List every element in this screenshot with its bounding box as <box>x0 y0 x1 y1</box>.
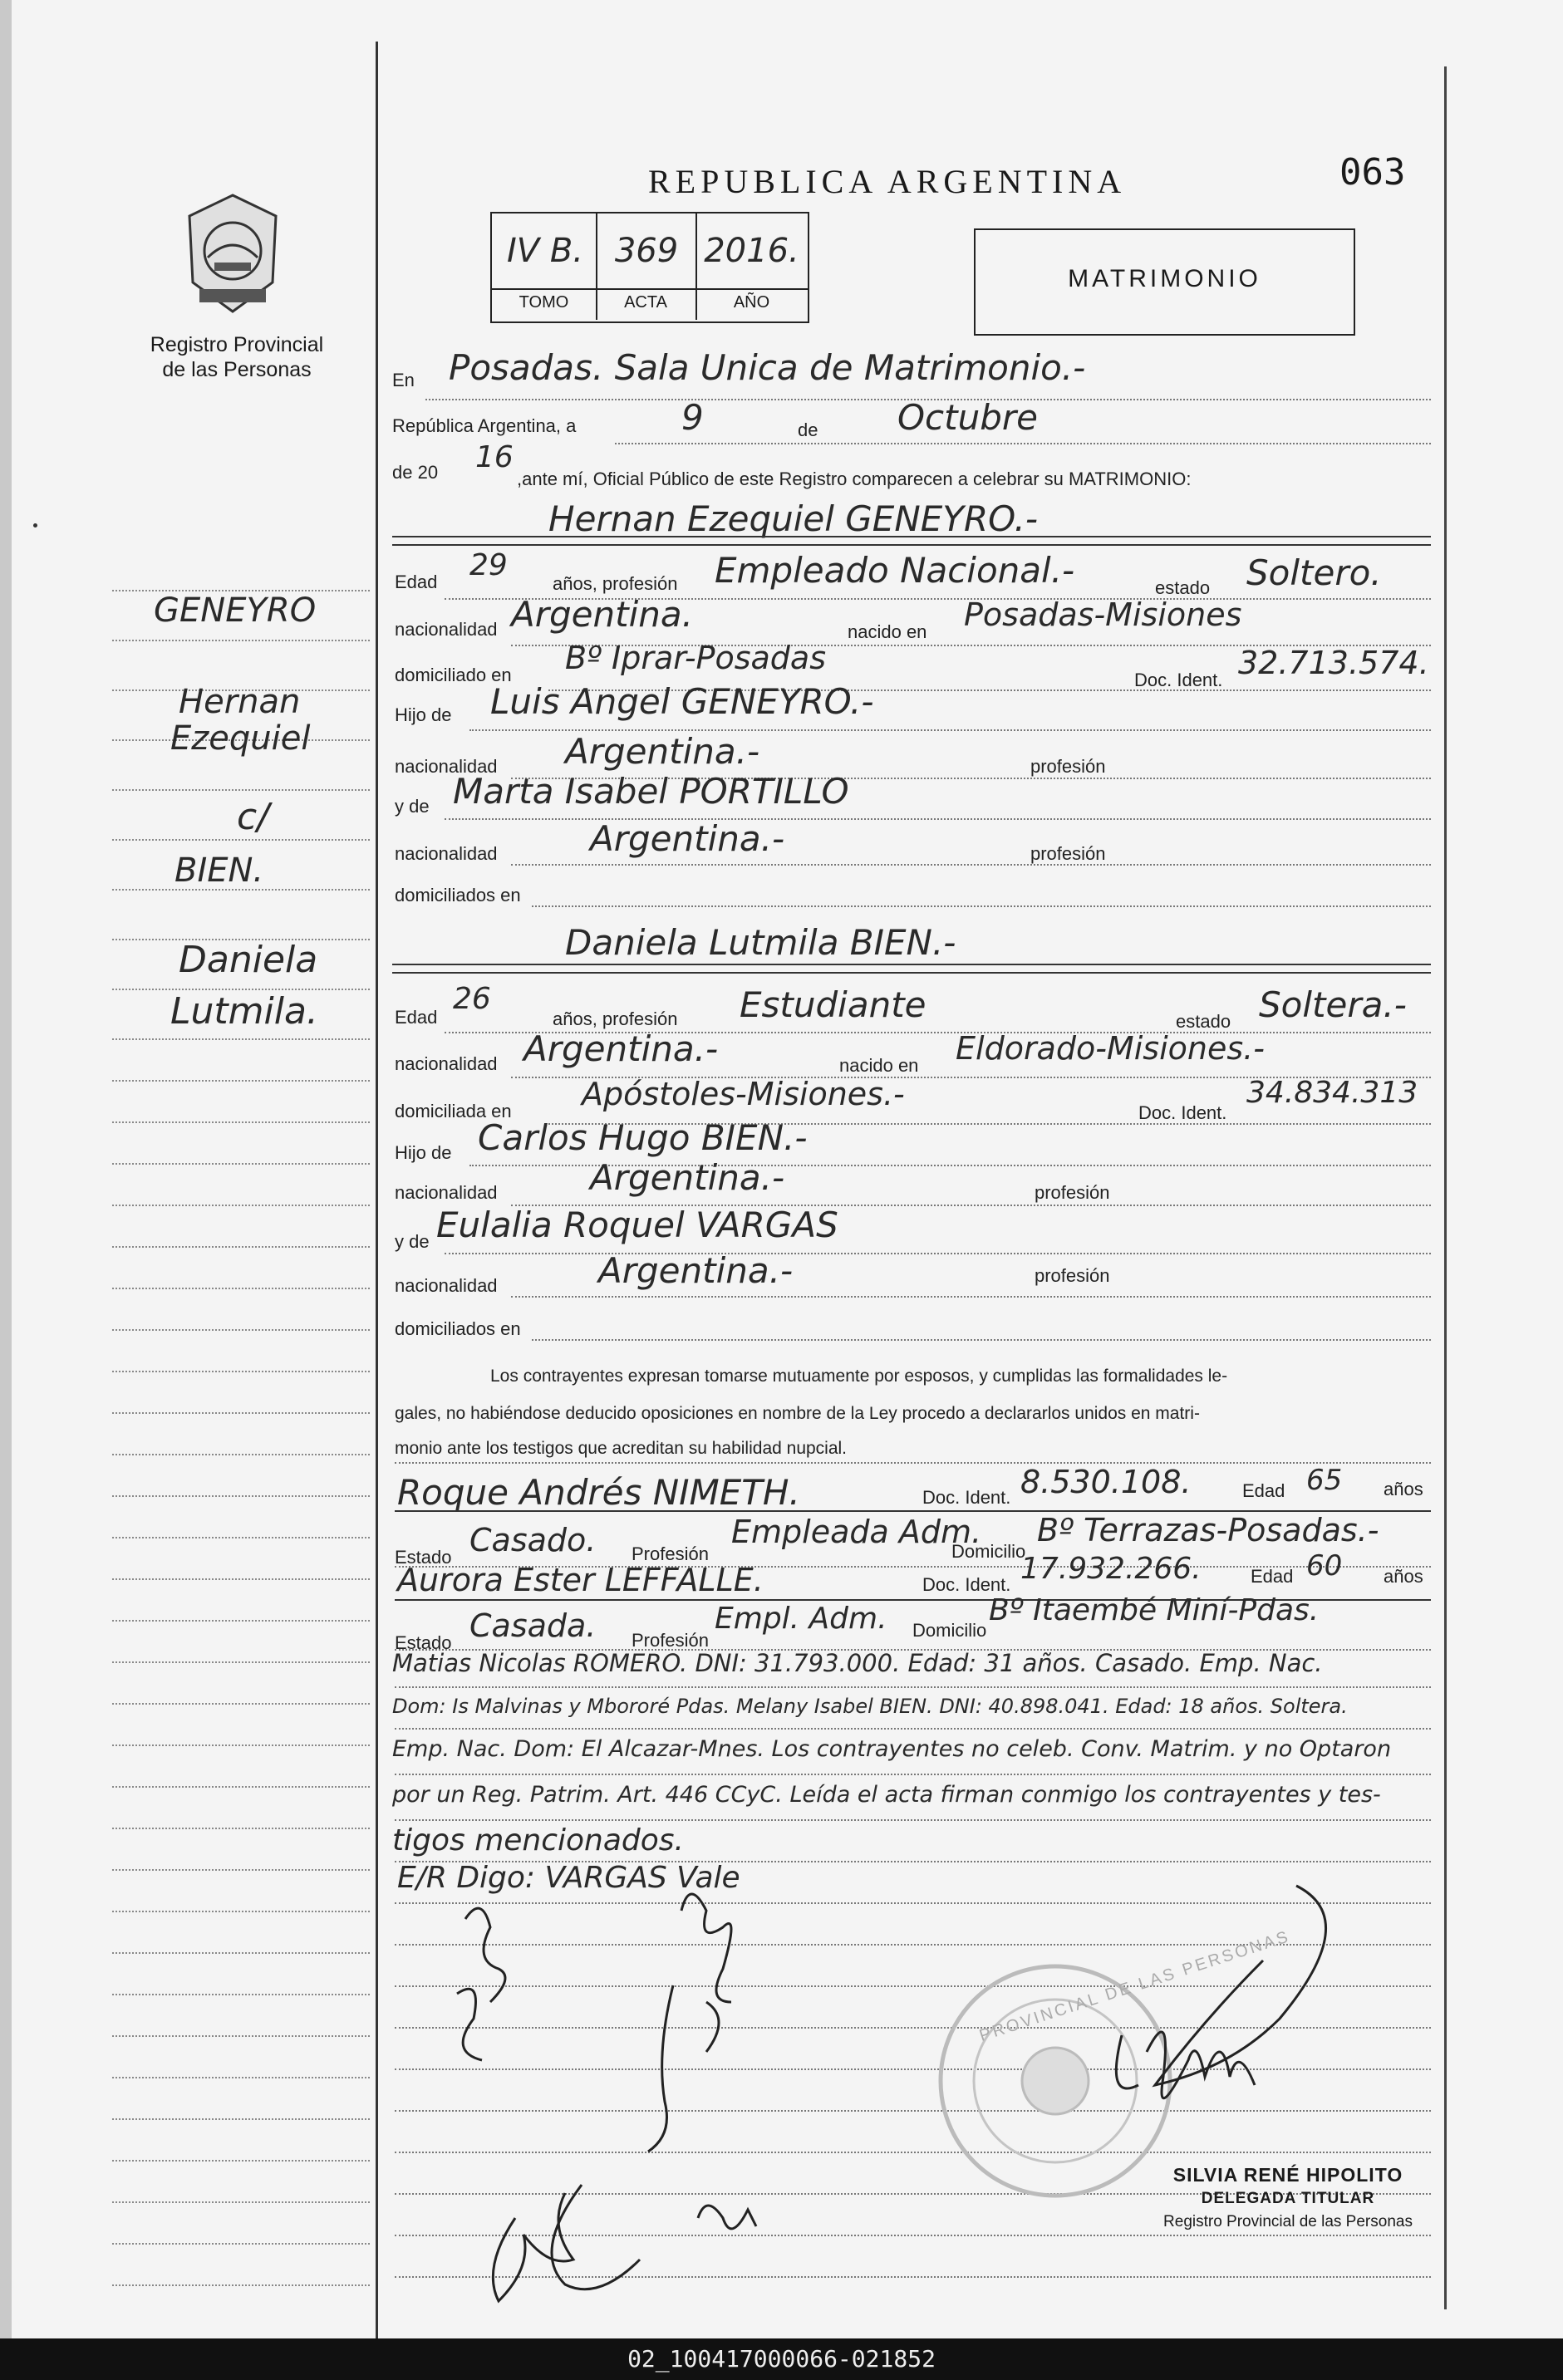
note-line-5: tigos mencionados. <box>392 1823 684 1857</box>
bride-profesion-label: años, profesión <box>553 1008 678 1029</box>
groom-name: Hernan Ezequiel GENEYRO.- <box>548 498 1038 539</box>
note-line-1: Matias Nicolas ROMERO. DNI: 31.793.000. Edad: 31 años. Casado. Emp. Nac. <box>392 1649 1323 1677</box>
groom-nacido-label: nacido en <box>848 621 927 642</box>
witness-2-anos-label: años <box>1384 1566 1423 1587</box>
bride-prof-padre-label: profesión <box>1035 1182 1110 1203</box>
witness-2-profesion-label: Profesión <box>632 1630 709 1651</box>
margin-dot <box>33 523 37 528</box>
declaration-line-1: Los contrayentes expresan tomarse mutuamente por esposos, y cumplidas las formalidades le- <box>490 1367 1228 1386</box>
bride-nacido-label: nacido en <box>839 1055 919 1076</box>
right-border <box>1444 66 1447 2309</box>
note-line-3: Emp. Nac. Dom: El Alcazar-Mnes. Los contrayentes no celeb. Conv. Matrim. y no Optaron <box>392 1736 1392 1762</box>
witness-1-profesion-label: Profesión <box>632 1543 709 1564</box>
bride-nacionalidad-label: nacionalidad <box>395 1053 498 1074</box>
witness-1-name: Roque Andrés NIMETH. <box>397 1472 800 1513</box>
groom-profesion: Empleado Nacional.- <box>715 550 1075 591</box>
bride-profesion: Estudiante <box>740 984 926 1025</box>
en-label: En <box>392 370 415 390</box>
document-type-box <box>974 228 1355 336</box>
declaration-line-2: gales, no habiéndose deducido oposiciones en nombre de la Ley procedo a declararlos unidos en matri- <box>395 1404 1200 1423</box>
witness-1-edad: 65 <box>1306 1464 1343 1497</box>
acta-label: ACTA <box>624 293 667 312</box>
page-number: 063 <box>1339 151 1406 194</box>
witness-1-anos-label: años <box>1384 1479 1423 1499</box>
groom-hijo-label: Hijo de <box>395 704 452 725</box>
declaration-line-3: monio ante los testigos que acreditan su habilidad nupcial. <box>395 1439 848 1458</box>
groom-nac-madre: Argentina.- <box>590 818 785 859</box>
official-title: DELEGADA TITULAR <box>1201 2190 1375 2207</box>
binding-edge <box>0 0 12 2338</box>
stamp-text: PROVINCIAL DE LAS PERSONAS <box>977 1927 1293 2046</box>
province-seal-icon <box>183 191 283 316</box>
official-registry: Registro Provincial de las Personas <box>1163 2213 1413 2230</box>
witness-2-profesion: Empl. Adm. <box>715 1602 887 1636</box>
tomo-acta-anio-box <box>490 212 809 323</box>
groom-nacido: Posadas-Misiones <box>964 596 1242 633</box>
groom-edad-label: Edad <box>395 572 438 592</box>
signatures-icon <box>349 1869 1429 2334</box>
country-title: REPUBLICA ARGENTINA <box>648 163 1127 200</box>
bride-nac-madre-label: nacionalidad <box>395 1275 498 1296</box>
witness-2-estado: Casada. <box>469 1607 597 1644</box>
acta-value: 369 <box>614 232 679 270</box>
tomo-label: TOMO <box>519 293 569 312</box>
bride-yde-label: y de <box>395 1231 430 1252</box>
witness-1-edad-label: Edad <box>1242 1480 1285 1501</box>
margin-connector: c/ <box>237 796 270 838</box>
witness-1-estado: Casado. <box>469 1522 597 1558</box>
groom-nacionalidad-label: nacionalidad <box>395 619 498 640</box>
groom-yde-label: y de <box>395 796 430 817</box>
marriage-place: Posadas. Sala Unica de Matrimonio.- <box>449 347 1086 388</box>
tomo-value: IV B. <box>506 232 584 270</box>
witness-2-doc: 17.932.266. <box>1020 1552 1202 1586</box>
groom-edad: 29 <box>469 548 508 582</box>
witness-1-domicilio: Bº Terrazas-Posadas.- <box>1037 1512 1379 1548</box>
bride-nacionalidad: Argentina.- <box>523 1028 719 1069</box>
margin-bride-first-name: Daniela <box>179 939 318 981</box>
witness-2-domicilio-label: Domicilio <box>912 1620 987 1641</box>
groom-madre: Marta Isabel PORTILLO <box>453 771 849 812</box>
groom-profesion-label: años, profesión <box>553 573 678 594</box>
groom-estado: Soltero. <box>1246 552 1382 593</box>
note-line-6: E/R Digo: VARGAS Vale <box>397 1861 740 1895</box>
official-name: SILVIA RENÉ HIPOLITO <box>1172 2164 1403 2186</box>
bride-padre: Carlos Hugo BIEN.- <box>478 1117 808 1158</box>
witness-2-edad-label: Edad <box>1251 1566 1294 1587</box>
year-prefix: de 20 <box>392 462 439 483</box>
anio-label: AÑO <box>733 293 770 312</box>
bride-edad: 26 <box>453 982 491 1016</box>
bride-nac-padre: Argentina.- <box>590 1157 785 1198</box>
witness-2-doc-label: Doc. Ident. <box>922 1574 1011 1595</box>
margin-surname-bride: BIEN. <box>174 851 264 890</box>
bride-doc: 34.834.313 <box>1246 1076 1418 1110</box>
margin-groom-middle-name: Ezequiel <box>170 719 311 758</box>
bride-name: Daniela Lutmila BIEN.- <box>565 922 956 963</box>
groom-doc: 32.713.574. <box>1238 645 1429 681</box>
witness-1-doc-label: Doc. Ident. <box>922 1487 1011 1508</box>
bride-edad-label: Edad <box>395 1007 438 1028</box>
republica-label: República Argentina, a <box>392 415 577 436</box>
groom-nac-madre-label: nacionalidad <box>395 843 498 864</box>
registry-name: Registro Provincial <box>150 333 324 356</box>
margin-surname-groom: GENEYRO <box>154 591 317 630</box>
witness-1-doc: 8.530.108. <box>1020 1464 1192 1500</box>
groom-nac-padre-label: nacionalidad <box>395 756 498 777</box>
bride-nacido: Eldorado-Misiones.- <box>956 1030 1265 1067</box>
witness-1-profesion: Empleada Adm. <box>731 1514 982 1550</box>
groom-doc-label: Doc. Ident. <box>1134 670 1223 690</box>
groom-domiciliados-label: domiciliados en <box>395 885 521 905</box>
witness-2-edad: 60 <box>1306 1549 1343 1583</box>
bride-domicilio-label: domiciliada en <box>395 1101 512 1121</box>
intro-text: ,ante mí, Oficial Público de este Registro comparecen a celebrar su MATRIMONIO: <box>517 469 1192 489</box>
bride-hijo-label: Hijo de <box>395 1142 452 1163</box>
bride-prof-madre-label: profesión <box>1035 1265 1110 1286</box>
bride-estado: Soltera.- <box>1259 984 1407 1025</box>
document-type: MATRIMONIO <box>1068 265 1261 292</box>
witness-1-estado-label: Estado <box>395 1547 452 1568</box>
bride-nac-madre: Argentina.- <box>598 1250 794 1291</box>
margin-groom-first-name: Hernan <box>179 683 301 721</box>
groom-padre: Luis Angel GENEYRO.- <box>490 681 874 722</box>
witness-2-name: Aurora Ester LEFFALLE. <box>397 1562 764 1598</box>
margin-bride-middle-name: Lutmila. <box>170 990 318 1033</box>
groom-nac-padre: Argentina.- <box>565 731 760 772</box>
bride-domiciliados-label: domiciliados en <box>395 1318 521 1339</box>
note-line-2: Dom: Is Malvinas y Mbororé Pdas. Melany Isabel BIEN. DNI: 40.898.041. Edad: 18 años. Soltera. <box>392 1695 1348 1718</box>
bride-nac-padre-label: nacionalidad <box>395 1182 498 1203</box>
groom-prof-padre-label: profesión <box>1030 756 1106 777</box>
footer-id: 02_100417000066-021852 <box>0 2338 1563 2380</box>
bride-madre: Eulalia Roquel VARGAS <box>436 1205 838 1245</box>
witness-1-domicilio-label: Domicilio <box>951 1541 1026 1562</box>
marriage-year: 16 <box>475 440 514 474</box>
groom-estado-label: estado <box>1155 577 1211 598</box>
witness-2-domicilio: Bº Itaembé Miní-Pdas. <box>989 1593 1320 1627</box>
bride-doc-label: Doc. Ident. <box>1138 1102 1227 1123</box>
groom-domicilio-label: domiciliado en <box>395 665 512 685</box>
de-label: de <box>798 420 818 440</box>
groom-domicilio: Bº Iprar-Posadas <box>565 640 827 676</box>
registry-name-line2: de las Personas <box>162 358 312 381</box>
note-line-4: por un Reg. Patrim. Art. 446 CCyC. Leída el acta firman conmigo los contrayentes y tes- <box>392 1782 1381 1808</box>
anio-value: 2016. <box>704 232 799 270</box>
groom-prof-madre-label: profesión <box>1030 843 1106 864</box>
marriage-day: 9 <box>681 397 704 438</box>
marriage-month: Octubre <box>897 397 1039 438</box>
official-block <box>1159 2164 1417 2231</box>
bride-estado-label: estado <box>1176 1011 1231 1032</box>
bride-domicilio: Apóstoles-Misiones.- <box>582 1076 905 1112</box>
witness-2-estado-label: Estado <box>395 1632 452 1653</box>
groom-nacionalidad: Argentina. <box>511 594 693 635</box>
